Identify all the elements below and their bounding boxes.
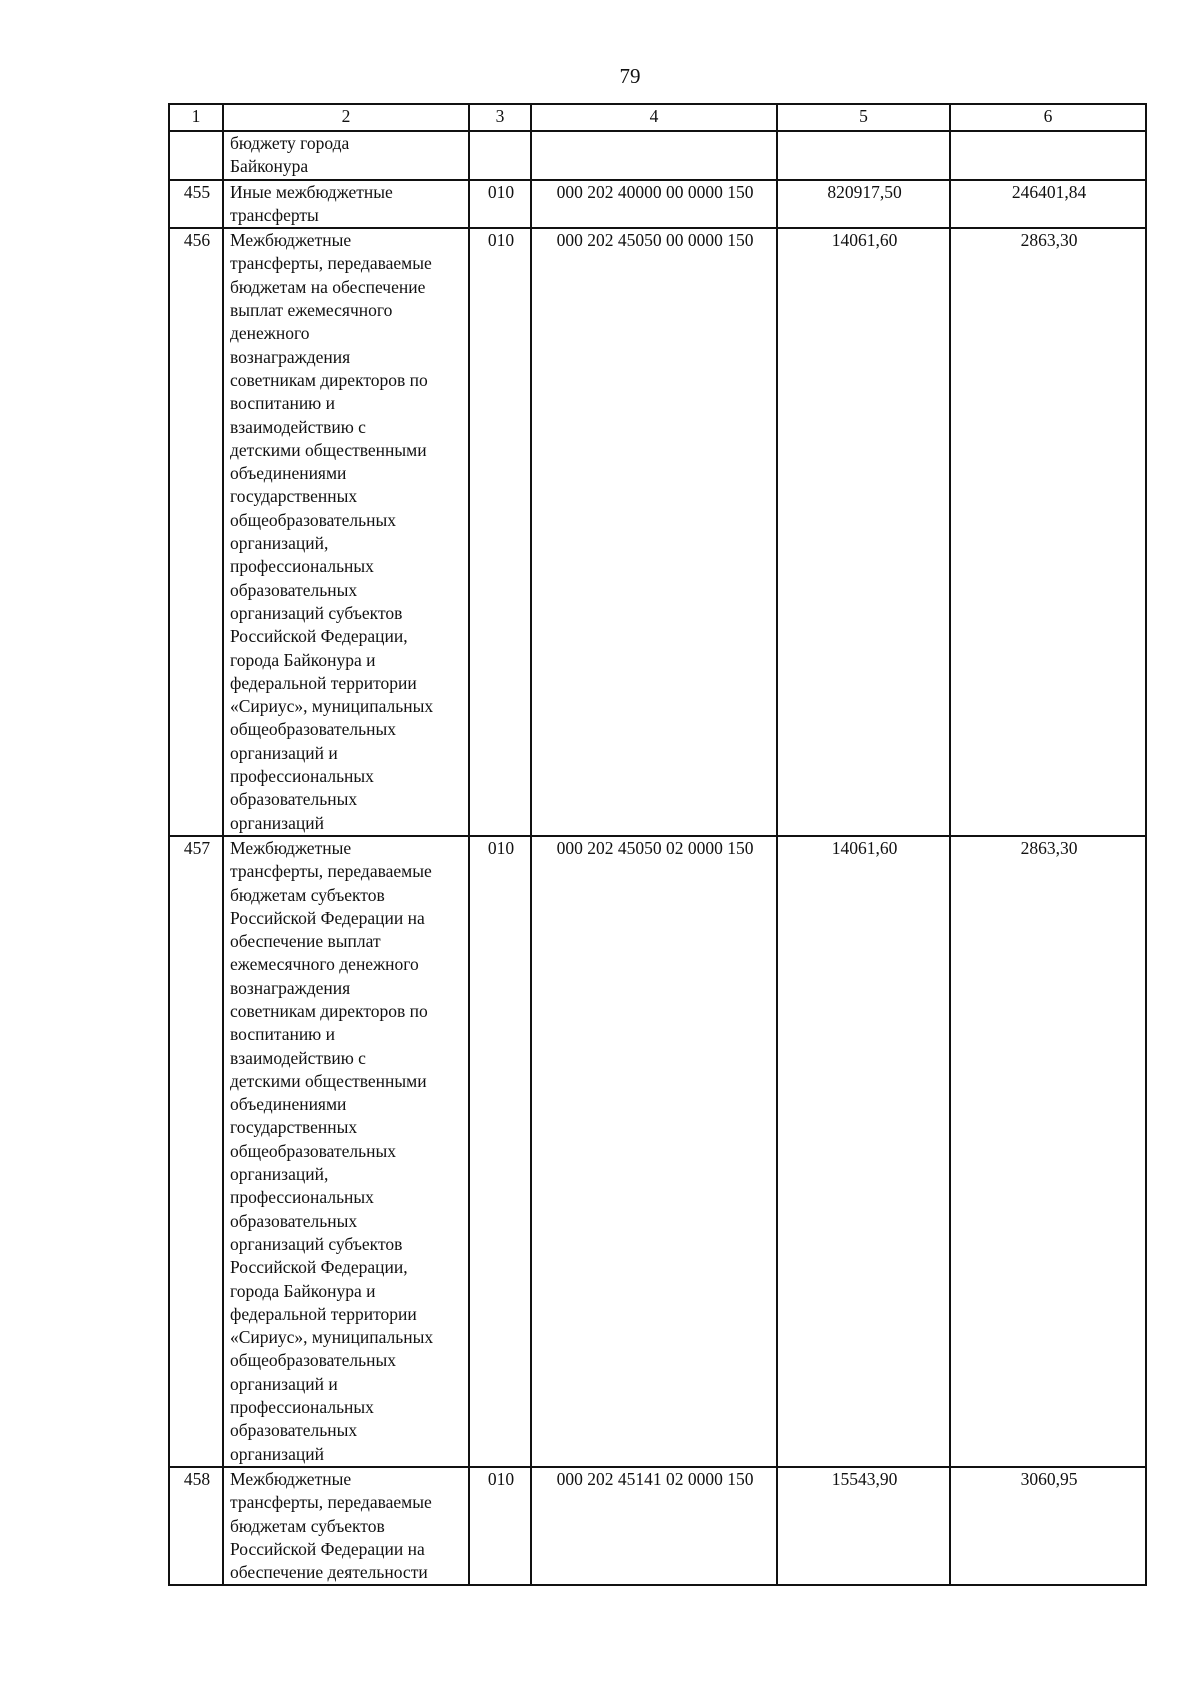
table-header-row xyxy=(169,104,1146,131)
row-value-1: 14061,60 xyxy=(777,228,950,836)
row-value-2: 246401,84 xyxy=(950,180,1146,229)
column-header-name: 2 xyxy=(223,104,469,131)
row-value-1: 15543,90 xyxy=(777,1467,950,1585)
row-name: Межбюджетные трансферты, передаваемые бюджетам субъектов Российской Федерации на обеспечение деятельности xyxy=(223,1467,469,1585)
column-header-value-1: 5 xyxy=(777,104,950,131)
row-number: 456 xyxy=(169,228,223,836)
row-name: бюджету города Байконура xyxy=(223,131,469,180)
row-value-2: 3060,95 xyxy=(950,1467,1146,1585)
row-admin-code: 010 xyxy=(469,836,531,1467)
row-admin-code xyxy=(469,131,531,180)
table-row xyxy=(169,836,1146,1467)
row-number xyxy=(169,131,223,180)
page-number: 79 xyxy=(619,64,641,88)
column-header-value-2: 6 xyxy=(950,104,1146,131)
row-name: Межбюджетные трансферты, передаваемые бюджетам субъектов Российской Федерации на обеспечение выплат ежемесячного денежного вознаграждения советникам директоров по воспитанию и взаимодействию с детскими общественными объединениями государственных общеобразовательных организаций, профессиональных образовательных организаций субъектов Российской Федерации, города Байконура и федеральной территории «Сириус», муниципальных общеобразовательных организаций и профессиональных образовательных организаций xyxy=(223,836,469,1467)
row-name: Межбюджетные трансферты, передаваемые бюджетам на обеспечение выплат ежемесячного денежного вознаграждения советникам директоров по воспитанию и взаимодействию с детскими общественными объединениями государственных общеобразовательных организаций, профессиональных образовательных организаций субъектов Российской Федерации, города Байконура и федеральной территории «Сириус», муниципальных общеобразовательных организаций и профессиональных образовательных организаций xyxy=(223,228,469,836)
row-number: 455 xyxy=(169,180,223,229)
column-header-admin: 3 xyxy=(469,104,531,131)
table-row xyxy=(169,1467,1146,1585)
column-header-number: 1 xyxy=(169,104,223,131)
row-value-1 xyxy=(777,131,950,180)
row-name: Иные межбюджетные трансферты xyxy=(223,180,469,229)
row-budget-code: 000 202 45050 00 0000 150 xyxy=(531,228,777,836)
column-header-code: 4 xyxy=(531,104,777,131)
row-admin-code: 010 xyxy=(469,1467,531,1585)
row-budget-code: 000 202 45050 02 0000 150 xyxy=(531,836,777,1467)
table-row xyxy=(169,228,1146,836)
row-number: 457 xyxy=(169,836,223,1467)
row-value-2 xyxy=(950,131,1146,180)
row-value-1: 14061,60 xyxy=(777,836,950,1467)
row-number: 458 xyxy=(169,1467,223,1585)
row-admin-code: 010 xyxy=(469,228,531,836)
row-budget-code xyxy=(531,131,777,180)
budget-table xyxy=(168,103,1147,1586)
row-value-1: 820917,50 xyxy=(777,180,950,229)
table-row xyxy=(169,180,1146,229)
row-value-2: 2863,30 xyxy=(950,836,1146,1467)
row-budget-code: 000 202 40000 00 0000 150 xyxy=(531,180,777,229)
row-value-2: 2863,30 xyxy=(950,228,1146,836)
row-budget-code: 000 202 45141 02 0000 150 xyxy=(531,1467,777,1585)
table-row xyxy=(169,131,1146,180)
row-admin-code: 010 xyxy=(469,180,531,229)
